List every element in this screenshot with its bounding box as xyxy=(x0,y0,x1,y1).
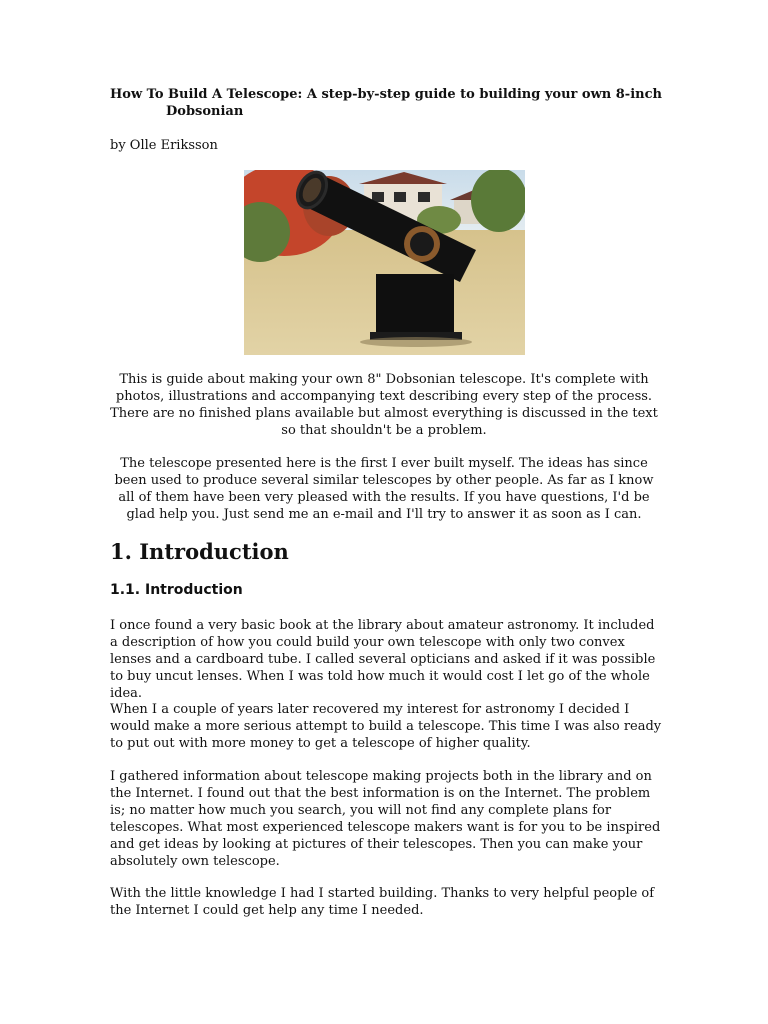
body-paragraph: I gathered information about telescope making projects both in the library and on the Internet. I found out that the best information is on the Internet. The problem is; no matter how much you search, you will not find any complete plans for telescopes. What most experienced telescope makers want is for you to be inspired and get ideas by looking at pictures of their telescopes. Then you can make your absolutely own telescope. xyxy=(110,769,661,869)
body-paragraph: I once found a very basic book at the library about amateur astronomy. It included a description of how you could build your own telescope with only two convex lenses and a cardboard tube. I called several opticians and asked if it was possible to buy uncut lenses. When I was told how much it would cost I let go of the whole idea. xyxy=(110,618,656,701)
section-heading: 1. Introduction xyxy=(110,539,289,564)
body-paragraph: With the little knowledge I had I started building. Thanks to very helpful people of the Internet I could get help any time I needed. xyxy=(110,886,655,918)
document-title: How To Build A Telescope: A step-by-step guide to building your own 8-inch Dobsonian xyxy=(110,87,662,119)
telescope-photo xyxy=(244,170,525,355)
body-paragraph: When I a couple of years later recovered my interest for astronomy I decided I would make a more serious attempt to build a telescope. This time I was also ready to put out with more money to get a telescope of higher quality. xyxy=(110,702,662,751)
rocker-box xyxy=(376,274,454,338)
author-line: by Olle Eriksson xyxy=(110,138,218,153)
intro-paragraph: The telescope presented here is the first I ever built myself. The ideas has since been used to produce several similar telescopes by other people. As far as I know all of them have been very pleased with the results. If you have questions, I'd be glad help you. Just send me an e-mail and I'll try to answer it as soon as I can. xyxy=(114,456,654,522)
subsection-heading: 1.1. Introduction xyxy=(110,582,243,598)
intro-paragraph: This is guide about making your own 8" Dobsonian telescope. It's complete with photos, illustrations and accompanying text describing every step of the process. There are no finished plans available but almost everything is discussed in the text so that shouldn't be a problem. xyxy=(110,372,658,438)
